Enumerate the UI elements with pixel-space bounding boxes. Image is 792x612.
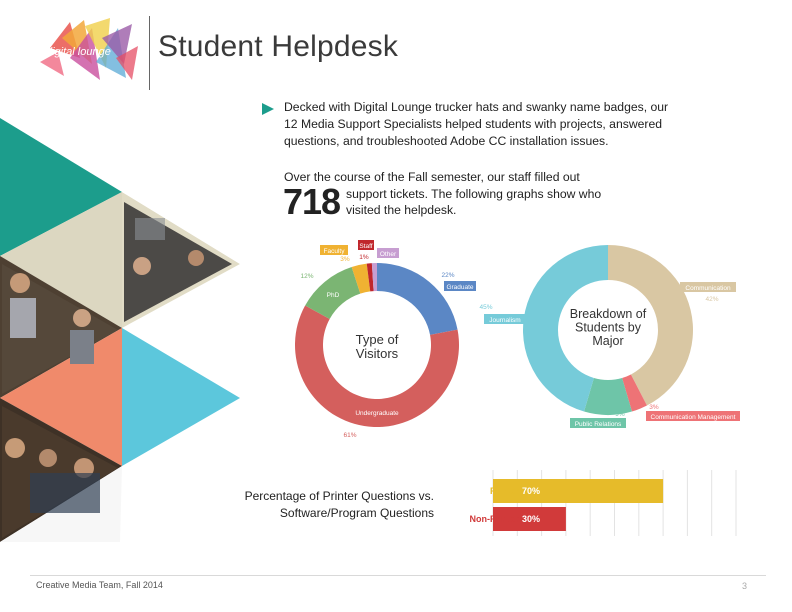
slice-label-other: Other xyxy=(379,251,397,258)
chart-title-line: Visitors xyxy=(355,346,399,361)
slice-percent-staff: 1% xyxy=(359,254,369,261)
student-major-donut-chart xyxy=(478,228,748,438)
digital-lounge-logo xyxy=(40,18,140,84)
tickets-rest-text: support tickets. The following graphs show who visited the helpdesk. xyxy=(346,187,602,217)
bullet-arrow-icon xyxy=(262,102,274,120)
slice-percent-journalism: 45% xyxy=(479,304,493,311)
tickets-lead-text: Over the course of the Fall semester, our staff filled out xyxy=(284,170,580,184)
slice-label-phd: PhD xyxy=(326,292,340,299)
slice-percent-public-relations: 9% xyxy=(615,411,625,418)
slice-percent-undergraduate: 61% xyxy=(343,432,357,439)
slice-percent-phd: 12% xyxy=(300,273,314,280)
chart-title-line: Type of xyxy=(355,332,399,347)
footer-text: Creative Media Team, Fall 2014 xyxy=(36,580,163,590)
slice-label-graduate: Graduate xyxy=(446,284,474,291)
bar-value-non-printer: 30% xyxy=(522,514,541,524)
tickets-number: 718 xyxy=(283,181,341,222)
decorative-photo-collage xyxy=(0,118,240,542)
slice-label-communication-management: Communication Management xyxy=(650,414,736,421)
printer-questions-bar-chart xyxy=(230,470,770,540)
slice-percent-faculty: 3% xyxy=(340,256,350,263)
header-divider xyxy=(149,16,150,90)
bar-category-printer: Printer xyxy=(489,486,519,496)
footer-divider xyxy=(30,575,766,576)
intro-paragraph: Decked with Digital Lounge trucker hats and swanky name badges, our 12 Media Support Specialists helped students with projects, answered questions, and troubleshooted Adobe CC installation issues. xyxy=(284,100,669,148)
logo-text: digital lounge xyxy=(46,46,111,58)
page-number: 3 xyxy=(742,581,748,591)
bar-category-non-printer: Non-Printer xyxy=(469,514,519,524)
page-title: Student Helpdesk xyxy=(158,30,399,63)
slice-label-communication: Communication xyxy=(685,285,731,292)
chart-title-line: Students by xyxy=(574,320,642,335)
slice-percent-communication: 42% xyxy=(705,296,719,303)
chart-title-line: Major xyxy=(592,334,624,348)
slice-label-public-relations: Public Relations xyxy=(574,421,622,428)
slice-label-faculty: Faculty xyxy=(323,248,345,255)
slice-percent-graduate: 22% xyxy=(441,272,455,279)
bar-chart-title: Percentage of Printer Questions vs. Software/Program Questions xyxy=(244,489,434,520)
visitor-type-donut-chart xyxy=(280,240,480,440)
bar-value-printer: 70% xyxy=(522,486,541,496)
slice-label-journalism: Journalism xyxy=(489,317,521,324)
chart-title-line: Breakdown of xyxy=(569,307,647,321)
slice-label-undergraduate: Undergraduate xyxy=(355,410,399,417)
slice-percent-communication-management: 3% xyxy=(649,404,659,411)
slice-label-staff: Staff xyxy=(359,243,373,250)
